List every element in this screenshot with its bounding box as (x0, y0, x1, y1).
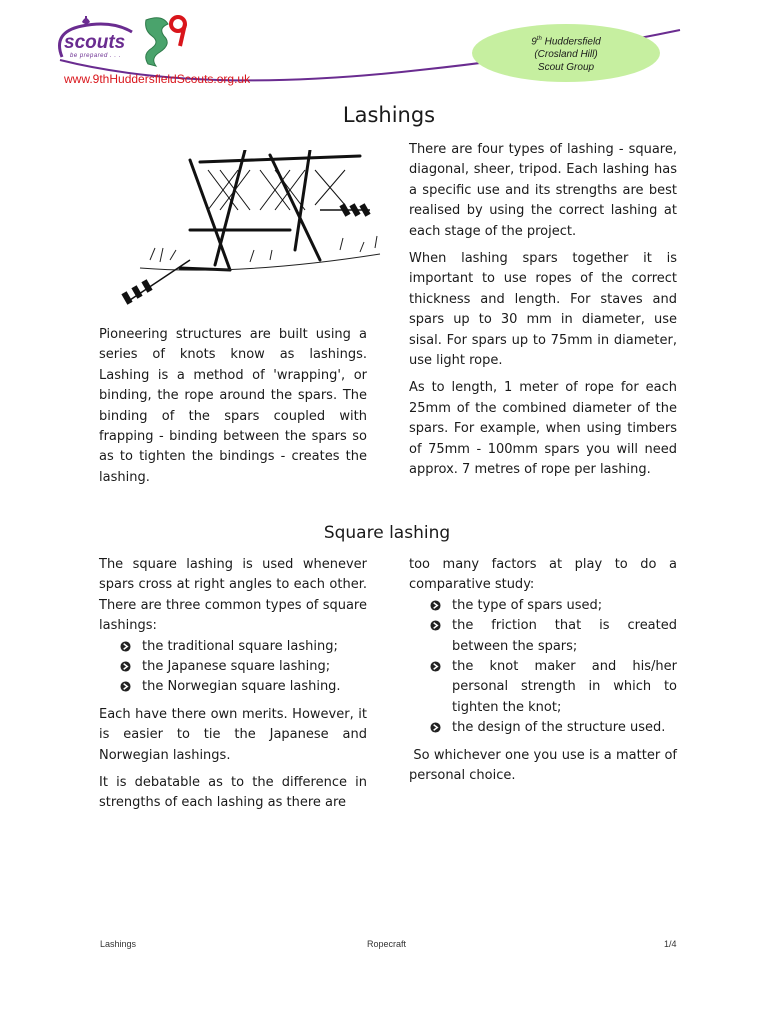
bullet-icon (430, 722, 441, 733)
bullet-icon (120, 681, 131, 692)
list-item (409, 718, 677, 738)
footer-page-number: 1/4 (664, 939, 677, 949)
group-name: Scout Group (537, 62, 595, 74)
list-item-text: the Japanese square lashing; (142, 659, 331, 675)
square-right-column (409, 555, 682, 793)
list-item-text: the Norwegian square lashing. (142, 679, 341, 695)
intro-right-column (409, 140, 677, 488)
lashing-types-paragraph: There are four types of lashing - square, diagonal, sheer, tripod. Each lashing has a specific use and its strengths are best realised by using the correct lashing at each stage of the project. (409, 142, 677, 239)
rope-thickness-paragraph: When lashing spars together it is important to use ropes of the correct thickness and length. For staves and spars up to 30 mm in diameter, use sisal. For spars up to 75mm in diameter, use light rope. (409, 251, 677, 369)
group-town: Huddersfield (544, 36, 601, 48)
rope-length-paragraph: As to length, 1 meter of rope for each 25mm of the combined diameter of the spars. For example, when using timbers of 75mm - 100mm spars you will need approx. 7 metres of rope per lashing. (409, 380, 677, 478)
square-left-column (99, 555, 367, 821)
factors-intro-paragraph: too many factors at play to do a comparative study: (409, 557, 677, 593)
list-item (99, 657, 367, 677)
intro-left-column (99, 325, 367, 495)
website-link[interactable]: www.9thHuddersfieldScouts.org.uk (64, 72, 251, 86)
choice-paragraph: So whichever one you use is a matter of personal choice. (409, 747, 682, 784)
bullet-icon (430, 661, 441, 672)
logo-text: scouts (64, 32, 126, 53)
logo-tagline: be prepared . . . (70, 53, 121, 59)
merits-paragraph: Each have there own merits. However, it is easier to tie the Japanese and Norwegian lashings. (99, 706, 367, 763)
list-item-text: the knot maker and his/her personal strength in which to tighten the knot; (452, 659, 677, 715)
list-item (409, 596, 677, 616)
bullet-icon (430, 600, 441, 611)
square-types-list (99, 637, 367, 698)
list-item (99, 677, 367, 697)
header (0, 0, 768, 95)
scouts-logo[interactable] (52, 12, 202, 74)
list-item (99, 637, 367, 657)
number-nine-icon (166, 14, 192, 48)
section-heading: Square lashing (323, 523, 451, 543)
page-title: Lashings (342, 103, 436, 127)
bullet-icon (120, 661, 131, 672)
list-item (409, 616, 677, 657)
list-item-text: the design of the structure used. (452, 720, 666, 736)
factors-list (409, 596, 677, 739)
square-intro-paragraph: The square lashing is used whenever spars cross at right angles to each other. There are three common types of square lashings: (99, 557, 367, 634)
pioneering-structure-illustration (120, 150, 388, 312)
group-badge-text (470, 33, 662, 74)
debatable-paragraph: It is debatable as to the difference in strengths of each lashing as there are (99, 775, 367, 811)
list-item-text: the friction that is created between the spars; (452, 618, 677, 654)
footer-center: Ropecraft (367, 939, 407, 949)
group-area: (Crosland Hill) (534, 49, 598, 61)
footer-left: Lashings (100, 939, 137, 949)
list-item (409, 657, 677, 718)
group-number: 9 (531, 36, 537, 48)
list-item-text: the traditional square lashing; (142, 638, 338, 654)
list-item-text: the type of spars used; (452, 597, 603, 613)
group-ordinal: th (536, 36, 542, 42)
bullet-icon (120, 641, 131, 652)
bullet-icon (430, 620, 441, 631)
intro-paragraph: Pioneering structures are built using a series of knots know as lashings. Lashing is a method of 'wrapping', or binding, the rope around the spars. The binding of the spars coupled with frapping - binding between the spars so as to tighten the bindings - creates the lashing. (99, 327, 367, 485)
